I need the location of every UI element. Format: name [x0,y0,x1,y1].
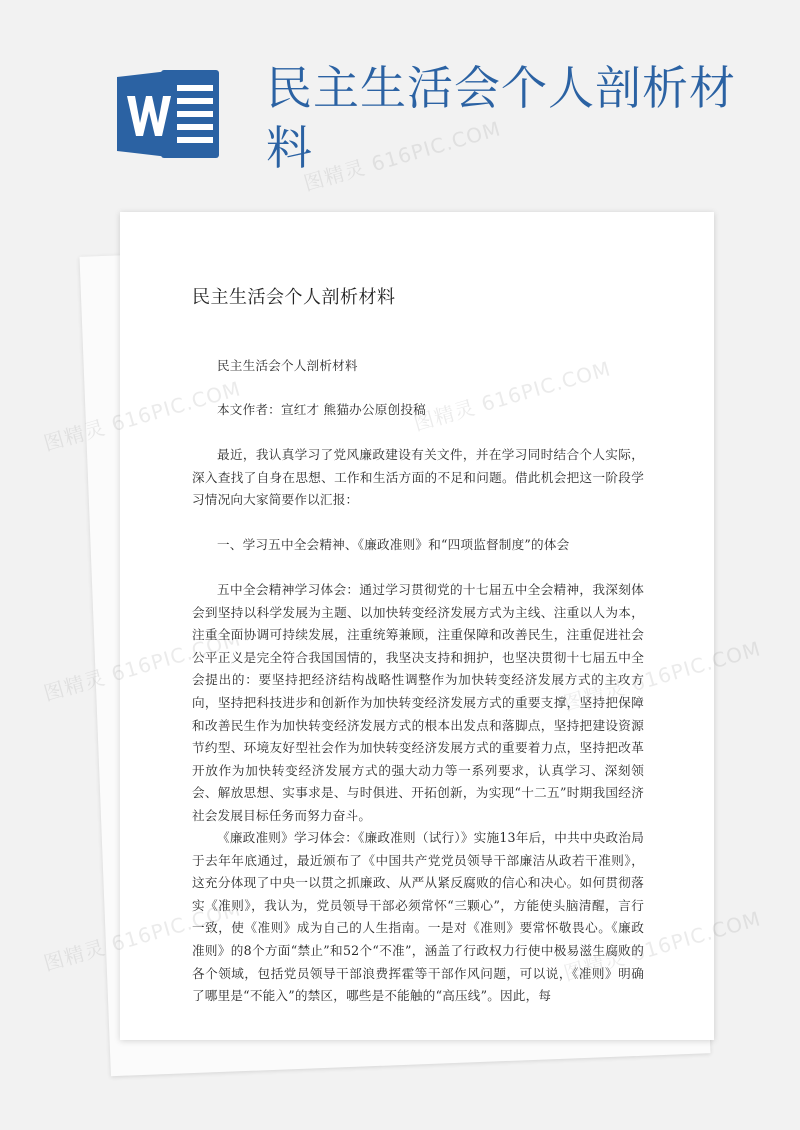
section-heading: 一、学习五中全会精神、《廉政准则》和“四项监督制度”的体会 [217,537,570,552]
document-title: 民主生活会个人剖析材料 [192,287,396,308]
document-page [120,212,714,1040]
watermark-text: 图精灵 616PIC.COM [301,116,504,196]
paragraph-plenum: 五中全会精神学习体会：通过学习贯彻党的十七届五中全会精神，我深刻体会到坚持以科学发展为主题、以加快转变经济发展方式为主线、注重以人为本，注重全面协调可持续发展，注重统筹兼顾，注重保障和改善民生，注重促进社会公平正义是完全符合我国国情的，我坚决支持和拥护，也坚决贯彻十七届五中全会提出的：要坚持把经济结构战略性调整作为加快转变经济发展方式的主攻方向，坚持把科技进步和创新作为加快转变经济发展方式的重要支撑，坚持把保障和改善民生作为加快转变经济发展方式的根本出发点和落脚点，坚持把建设资源节约型、环境友好型社会作为加快转变经济发展方式的重要着力点，坚持把改革开放作为加快转变经济发展方式的强大动力等一系列要求，认真学习、深刻领会、解放思想、实事求是、与时俱进、开拓创新，为实现“十二五”时期我国经济社会发展目标任务而努力奋斗。 [192,582,644,823]
paragraph-author: 本文作者：宣红才 熊猫办公原创投稿 [217,402,426,417]
word-document-icon [115,68,225,160]
paragraph-intro: 最近，我认真学习了党风廉政建设有关文件，并在学习同时结合个人实际，深入查找了自身在思想、工作和生活方面的不足和问题。借此机会把这一阶段学习情况向大家简要作以汇报： [192,447,644,508]
paragraph-subtitle: 民主生活会个人剖析材料 [217,358,358,373]
watermark-text: 图精灵 [41,935,109,976]
paragraph-integrity-code: 《廉政准则》学习体会：《廉政准则（试行）》实施13年后，中共中央政治局于去年年底通过，最近颁布了《中国共产党党员领导干部廉洁从政若干准则》，这充分体现了中央一以贯之抓廉政、从严从紧反腐败的信心和决心。如何贯彻落实《准则》，我认为，党员领导干部必须常怀“三颗心”，方能使头脑清醒，言行一致，使《准则》成为自己的人生指南。一是对《准则》要常怀敬畏心。《廉政准则》的8个方面“禁止”和52个“不准”，涵盖了行政权力行使中极易滋生腐败的各个领域，包括党员领导干部浪费挥霍等干部作风问题，可以说，《准则》明确了哪里是“不能入”的禁区，哪些是不能触的“高压线”。因此，每 [192,830,644,1004]
watermark-text: 图精灵 [41,665,109,706]
banner-title: 民主生活会个人剖析材料 [266,61,736,175]
watermark-text: 图精灵 [41,415,109,456]
